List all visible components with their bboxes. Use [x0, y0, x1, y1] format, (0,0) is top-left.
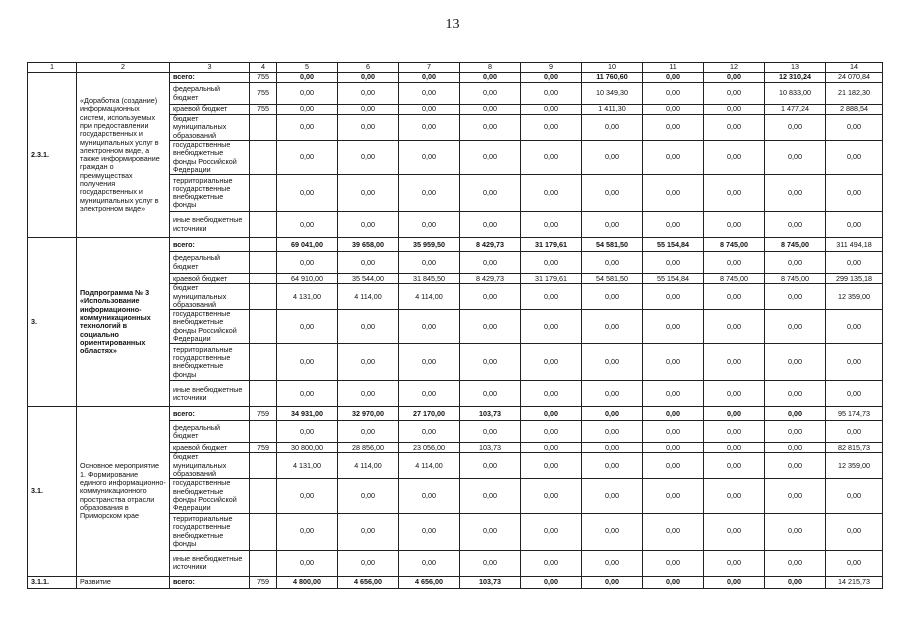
value-cell: 0,00 — [582, 443, 643, 453]
value-cell: 0,00 — [460, 105, 521, 115]
value-cell: 54 581,50 — [582, 274, 643, 284]
item-code: 3. — [28, 238, 77, 407]
value-cell: 8 429,73 — [460, 238, 521, 252]
value-cell: 0,00 — [826, 421, 883, 443]
value-cell: 0,00 — [643, 73, 704, 83]
value-cell: 0,00 — [277, 381, 338, 407]
value-cell: 0,00 — [826, 115, 883, 141]
value-cell: 0,00 — [521, 175, 582, 212]
value-cell: 1 411,30 — [582, 105, 643, 115]
funding-source: всего: — [170, 576, 250, 588]
value-cell: 4 114,00 — [399, 453, 460, 479]
value-cell: 0,00 — [765, 284, 826, 310]
value-cell: 0,00 — [582, 141, 643, 175]
value-cell: 0,00 — [460, 73, 521, 83]
value-cell: 69 041,00 — [277, 238, 338, 252]
value-cell: 0,00 — [826, 344, 883, 381]
column-number-7: 7 — [399, 63, 460, 73]
value-cell: 0,00 — [582, 284, 643, 310]
funding-source: федеральный бюджет — [170, 421, 250, 443]
value-cell: 12 359,00 — [826, 453, 883, 479]
value-cell: 0,00 — [338, 212, 399, 238]
value-cell: 0,00 — [338, 381, 399, 407]
value-cell: 0,00 — [826, 252, 883, 274]
value-cell: 4 114,00 — [338, 284, 399, 310]
value-cell: 0,00 — [521, 115, 582, 141]
value-cell: 55 154,84 — [643, 238, 704, 252]
value-cell: 0,00 — [521, 479, 582, 513]
funding-source: государственные внебюджетные фонды Российской Федерации — [170, 141, 250, 175]
column-number-3: 3 — [170, 63, 250, 73]
value-cell: 0,00 — [704, 443, 765, 453]
funding-source: бюджет муниципальных образований — [170, 453, 250, 479]
value-cell: 0,00 — [643, 105, 704, 115]
column-number-11: 11 — [643, 63, 704, 73]
responsible-code: 759 — [250, 576, 277, 588]
value-cell: 10 833,00 — [765, 83, 826, 105]
value-cell: 32 970,00 — [338, 407, 399, 421]
page-number: 13 — [445, 17, 460, 32]
value-cell: 0,00 — [765, 453, 826, 479]
value-cell: 27 170,00 — [399, 407, 460, 421]
column-number-4: 4 — [250, 63, 277, 73]
value-cell: 0,00 — [704, 115, 765, 141]
value-cell: 82 815,73 — [826, 443, 883, 453]
value-cell: 0,00 — [765, 175, 826, 212]
responsible-code — [250, 453, 277, 479]
value-cell: 95 174,73 — [826, 407, 883, 421]
value-cell: 0,00 — [704, 407, 765, 421]
value-cell: 0,00 — [277, 115, 338, 141]
value-cell: 0,00 — [582, 115, 643, 141]
value-cell: 0,00 — [643, 141, 704, 175]
value-cell: 0,00 — [704, 479, 765, 513]
value-cell: 0,00 — [399, 381, 460, 407]
column-number-9: 9 — [521, 63, 582, 73]
value-cell: 0,00 — [765, 443, 826, 453]
value-cell: 0,00 — [399, 550, 460, 576]
value-cell: 0,00 — [582, 550, 643, 576]
responsible-code — [250, 479, 277, 513]
value-cell: 0,00 — [643, 453, 704, 479]
value-cell: 0,00 — [460, 421, 521, 443]
value-cell: 0,00 — [643, 284, 704, 310]
value-cell: 34 931,00 — [277, 407, 338, 421]
funding-source: иные внебюджетные источники — [170, 550, 250, 576]
value-cell: 0,00 — [765, 576, 826, 588]
table-body — [28, 73, 883, 589]
value-cell: 0,00 — [704, 141, 765, 175]
value-cell: 0,00 — [338, 175, 399, 212]
value-cell: 0,00 — [460, 344, 521, 381]
value-cell: 0,00 — [338, 479, 399, 513]
value-cell: 24 070,84 — [826, 73, 883, 83]
value-cell: 12 359,00 — [826, 284, 883, 310]
responsible-code — [250, 252, 277, 274]
column-number-10: 10 — [582, 63, 643, 73]
responsible-code — [250, 513, 277, 550]
value-cell: 4 656,00 — [399, 576, 460, 588]
value-cell: 0,00 — [460, 550, 521, 576]
value-cell: 0,00 — [765, 344, 826, 381]
value-cell: 0,00 — [277, 310, 338, 344]
value-cell: 0,00 — [521, 513, 582, 550]
value-cell: 54 581,50 — [582, 238, 643, 252]
responsible-code — [250, 175, 277, 212]
value-cell: 103,73 — [460, 443, 521, 453]
funding-source: краевой бюджет — [170, 105, 250, 115]
responsible-code — [250, 310, 277, 344]
value-cell: 0,00 — [521, 381, 582, 407]
value-cell: 0,00 — [277, 344, 338, 381]
item-name: Развитие — [77, 576, 170, 588]
value-cell: 35 959,50 — [399, 238, 460, 252]
responsible-code — [250, 381, 277, 407]
value-cell: 0,00 — [460, 141, 521, 175]
value-cell: 0,00 — [704, 284, 765, 310]
responsible-code — [250, 421, 277, 443]
value-cell: 0,00 — [643, 381, 704, 407]
value-cell: 0,00 — [582, 212, 643, 238]
value-cell: 28 856,00 — [338, 443, 399, 453]
value-cell: 0,00 — [704, 381, 765, 407]
funding-source: бюджет муниципальных образований — [170, 115, 250, 141]
value-cell: 0,00 — [826, 550, 883, 576]
value-cell: 103,73 — [460, 407, 521, 421]
value-cell: 0,00 — [277, 212, 338, 238]
value-cell: 0,00 — [582, 252, 643, 274]
value-cell: 0,00 — [704, 513, 765, 550]
column-number-12: 12 — [704, 63, 765, 73]
value-cell: 0,00 — [399, 513, 460, 550]
value-cell: 0,00 — [460, 310, 521, 344]
value-cell: 0,00 — [277, 550, 338, 576]
value-cell: 4 114,00 — [399, 284, 460, 310]
value-cell: 0,00 — [338, 83, 399, 105]
table-row — [28, 238, 883, 252]
value-cell: 8 745,00 — [704, 274, 765, 284]
value-cell: 0,00 — [277, 421, 338, 443]
value-cell: 10 349,30 — [582, 83, 643, 105]
table-row — [28, 73, 883, 83]
value-cell: 1 477,24 — [765, 105, 826, 115]
value-cell: 0,00 — [521, 73, 582, 83]
value-cell: 23 056,00 — [399, 443, 460, 453]
value-cell: 0,00 — [399, 344, 460, 381]
value-cell: 0,00 — [582, 453, 643, 479]
funding-source: всего: — [170, 73, 250, 83]
value-cell: 0,00 — [704, 421, 765, 443]
item-name: Основное мероприятие 1. Формирование единого информационно-коммуникационного пространства отрасли образования в Приморском крае — [77, 407, 170, 576]
value-cell: 31 179,61 — [521, 274, 582, 284]
column-number-header — [28, 63, 883, 73]
value-cell: 0,00 — [643, 83, 704, 105]
item-code: 3.1. — [28, 407, 77, 576]
value-cell: 4 800,00 — [277, 576, 338, 588]
value-cell: 0,00 — [460, 513, 521, 550]
funding-source: иные внебюджетные источники — [170, 381, 250, 407]
column-number-5: 5 — [277, 63, 338, 73]
value-cell: 0,00 — [643, 443, 704, 453]
column-number-8: 8 — [460, 63, 521, 73]
value-cell: 4 131,00 — [277, 284, 338, 310]
item-name: Подпрограмма № 3 «Использование информационно-коммуникационных технологий в социально ориентированных областях» — [77, 238, 170, 407]
value-cell: 0,00 — [582, 175, 643, 212]
value-cell: 8 745,00 — [704, 238, 765, 252]
value-cell: 0,00 — [521, 310, 582, 344]
value-cell: 0,00 — [826, 175, 883, 212]
value-cell: 0,00 — [704, 453, 765, 479]
value-cell: 0,00 — [338, 421, 399, 443]
value-cell: 39 658,00 — [338, 238, 399, 252]
value-cell: 0,00 — [338, 550, 399, 576]
value-cell: 0,00 — [643, 407, 704, 421]
value-cell: 0,00 — [521, 550, 582, 576]
value-cell: 0,00 — [643, 576, 704, 588]
value-cell: 0,00 — [521, 284, 582, 310]
value-cell: 0,00 — [277, 73, 338, 83]
funding-source: всего: — [170, 238, 250, 252]
table-row — [28, 407, 883, 421]
value-cell: 0,00 — [704, 576, 765, 588]
value-cell: 4 131,00 — [277, 453, 338, 479]
value-cell: 0,00 — [338, 141, 399, 175]
value-cell: 0,00 — [399, 310, 460, 344]
value-cell: 0,00 — [521, 83, 582, 105]
value-cell: 0,00 — [765, 310, 826, 344]
value-cell: 0,00 — [765, 212, 826, 238]
value-cell: 0,00 — [460, 479, 521, 513]
value-cell: 0,00 — [704, 73, 765, 83]
value-cell: 0,00 — [338, 344, 399, 381]
responsible-code — [250, 344, 277, 381]
column-number-14: 14 — [826, 63, 883, 73]
value-cell: 14 215,73 — [826, 576, 883, 588]
value-cell: 0,00 — [338, 105, 399, 115]
value-cell: 11 760,60 — [582, 73, 643, 83]
funding-source: государственные внебюджетные фонды Российской Федерации — [170, 310, 250, 344]
value-cell: 0,00 — [338, 252, 399, 274]
value-cell: 0,00 — [521, 105, 582, 115]
funding-source: территориальные государственные внебюджетные фонды — [170, 513, 250, 550]
value-cell: 0,00 — [704, 83, 765, 105]
responsible-code — [250, 274, 277, 284]
value-cell: 0,00 — [582, 513, 643, 550]
value-cell: 30 800,00 — [277, 443, 338, 453]
funding-source: краевой бюджет — [170, 443, 250, 453]
value-cell: 0,00 — [643, 252, 704, 274]
value-cell: 103,73 — [460, 576, 521, 588]
value-cell: 4 656,00 — [338, 576, 399, 588]
value-cell: 0,00 — [765, 141, 826, 175]
value-cell: 0,00 — [765, 513, 826, 550]
value-cell: 0,00 — [826, 479, 883, 513]
value-cell: 0,00 — [582, 344, 643, 381]
value-cell: 55 154,84 — [643, 274, 704, 284]
value-cell: 0,00 — [765, 421, 826, 443]
value-cell: 0,00 — [643, 310, 704, 344]
funding-source: бюджет муниципальных образований — [170, 284, 250, 310]
value-cell: 0,00 — [521, 443, 582, 453]
responsible-code: 755 — [250, 83, 277, 105]
value-cell: 0,00 — [643, 479, 704, 513]
value-cell: 0,00 — [277, 479, 338, 513]
responsible-code: 759 — [250, 407, 277, 421]
value-cell: 0,00 — [826, 141, 883, 175]
value-cell: 0,00 — [643, 550, 704, 576]
funding-source: краевой бюджет — [170, 274, 250, 284]
value-cell: 0,00 — [521, 141, 582, 175]
responsible-code — [250, 284, 277, 310]
value-cell: 31 179,61 — [521, 238, 582, 252]
responsible-code — [250, 141, 277, 175]
value-cell: 0,00 — [765, 115, 826, 141]
value-cell: 8 745,00 — [765, 274, 826, 284]
value-cell: 0,00 — [277, 141, 338, 175]
value-cell: 0,00 — [521, 407, 582, 421]
value-cell: 0,00 — [460, 284, 521, 310]
responsible-code — [250, 550, 277, 576]
value-cell: 0,00 — [643, 115, 704, 141]
value-cell: 35 544,00 — [338, 274, 399, 284]
value-cell: 0,00 — [460, 83, 521, 105]
value-cell: 0,00 — [765, 550, 826, 576]
funding-source: государственные внебюджетные фонды Российской Федерации — [170, 479, 250, 513]
value-cell: 0,00 — [826, 513, 883, 550]
column-number-6: 6 — [338, 63, 399, 73]
responsible-code: 755 — [250, 73, 277, 83]
value-cell: 8 745,00 — [765, 238, 826, 252]
column-number-1: 1 — [28, 63, 77, 73]
value-cell: 0,00 — [399, 421, 460, 443]
value-cell: 0,00 — [582, 381, 643, 407]
value-cell: 0,00 — [704, 175, 765, 212]
value-cell: 0,00 — [704, 550, 765, 576]
value-cell: 0,00 — [399, 105, 460, 115]
value-cell: 0,00 — [704, 252, 765, 274]
value-cell: 0,00 — [765, 252, 826, 274]
value-cell: 0,00 — [643, 513, 704, 550]
value-cell: 0,00 — [338, 310, 399, 344]
value-cell: 0,00 — [399, 212, 460, 238]
value-cell: 8 429,73 — [460, 274, 521, 284]
value-cell: 0,00 — [704, 344, 765, 381]
column-number-2: 2 — [77, 63, 170, 73]
value-cell: 0,00 — [338, 73, 399, 83]
item-code: 2.3.1. — [28, 73, 77, 238]
value-cell: 0,00 — [521, 453, 582, 479]
value-cell: 0,00 — [277, 83, 338, 105]
budget-table — [27, 62, 883, 589]
value-cell: 0,00 — [399, 141, 460, 175]
value-cell: 0,00 — [277, 252, 338, 274]
value-cell: 0,00 — [460, 252, 521, 274]
funding-source: федеральный бюджет — [170, 252, 250, 274]
value-cell: 0,00 — [765, 407, 826, 421]
value-cell: 0,00 — [826, 212, 883, 238]
value-cell: 0,00 — [277, 513, 338, 550]
value-cell: 0,00 — [765, 479, 826, 513]
value-cell: 311 494,18 — [826, 238, 883, 252]
value-cell: 0,00 — [277, 175, 338, 212]
value-cell: 0,00 — [582, 407, 643, 421]
value-cell: 0,00 — [521, 344, 582, 381]
responsible-code — [250, 212, 277, 238]
value-cell: 0,00 — [460, 175, 521, 212]
value-cell: 12 310,24 — [765, 73, 826, 83]
responsible-code — [250, 238, 277, 252]
value-cell: 0,00 — [338, 115, 399, 141]
value-cell: 21 182,30 — [826, 83, 883, 105]
value-cell: 0,00 — [826, 310, 883, 344]
column-number-13: 13 — [765, 63, 826, 73]
funding-source: федеральный бюджет — [170, 83, 250, 105]
funding-source: всего: — [170, 407, 250, 421]
responsible-code: 759 — [250, 443, 277, 453]
value-cell: 0,00 — [704, 105, 765, 115]
value-cell: 0,00 — [643, 421, 704, 443]
value-cell: 0,00 — [582, 310, 643, 344]
value-cell: 0,00 — [521, 212, 582, 238]
value-cell: 0,00 — [643, 175, 704, 212]
value-cell: 0,00 — [460, 381, 521, 407]
value-cell: 0,00 — [704, 310, 765, 344]
funding-source: иные внебюджетные источники — [170, 212, 250, 238]
value-cell: 31 845,50 — [399, 274, 460, 284]
value-cell: 0,00 — [582, 479, 643, 513]
responsible-code: 755 — [250, 105, 277, 115]
value-cell: 0,00 — [582, 421, 643, 443]
item-name: «Доработка (создание) информационных систем, используемых при предоставлении государственных и муниципальных услуг в электронном виде, а также информирование граждан о преимуществах получения государственных и муниципальных услуг в электронном виде» — [77, 73, 170, 238]
table-row — [28, 576, 883, 588]
funding-source: территориальные государственные внебюджетные фонды — [170, 344, 250, 381]
value-cell: 64 910,00 — [277, 274, 338, 284]
value-cell: 0,00 — [460, 453, 521, 479]
value-cell: 0,00 — [643, 212, 704, 238]
value-cell: 299 135,18 — [826, 274, 883, 284]
value-cell: 0,00 — [826, 381, 883, 407]
value-cell: 4 114,00 — [338, 453, 399, 479]
value-cell: 2 888,54 — [826, 105, 883, 115]
value-cell: 0,00 — [399, 175, 460, 212]
value-cell: 0,00 — [460, 115, 521, 141]
value-cell: 0,00 — [460, 212, 521, 238]
value-cell: 0,00 — [399, 252, 460, 274]
value-cell: 0,00 — [765, 381, 826, 407]
value-cell: 0,00 — [643, 344, 704, 381]
item-code: 3.1.1. — [28, 576, 77, 588]
funding-source: территориальные государственные внебюджетные фонды — [170, 175, 250, 212]
value-cell: 0,00 — [399, 83, 460, 105]
responsible-code — [250, 115, 277, 141]
value-cell: 0,00 — [399, 115, 460, 141]
value-cell: 0,00 — [521, 252, 582, 274]
value-cell: 0,00 — [704, 212, 765, 238]
value-cell: 0,00 — [399, 479, 460, 513]
value-cell: 0,00 — [277, 105, 338, 115]
value-cell: 0,00 — [338, 513, 399, 550]
value-cell: 0,00 — [399, 73, 460, 83]
value-cell: 0,00 — [521, 576, 582, 588]
value-cell: 0,00 — [582, 576, 643, 588]
value-cell: 0,00 — [521, 421, 582, 443]
